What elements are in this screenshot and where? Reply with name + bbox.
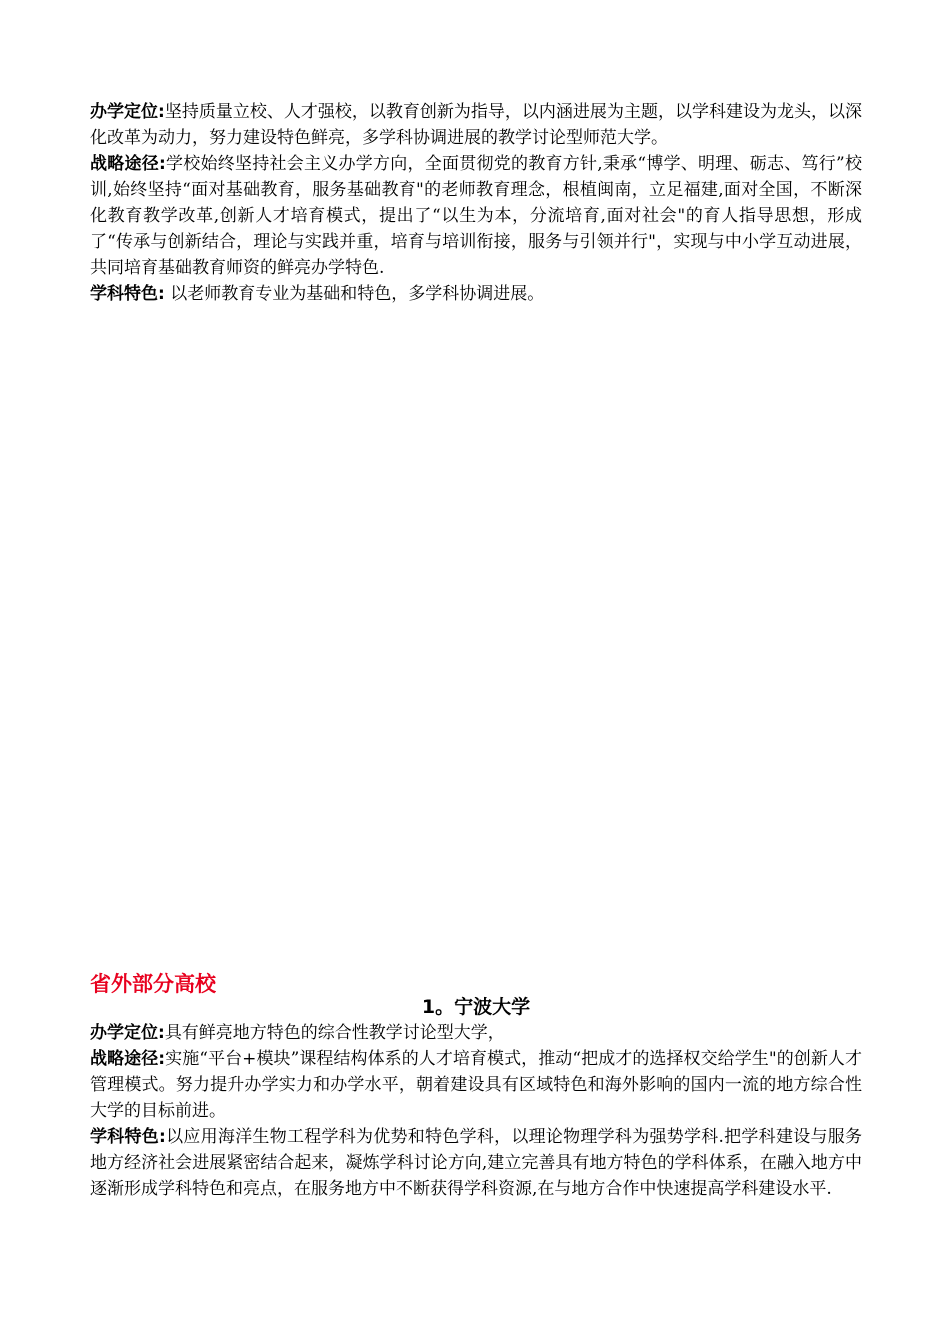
strategy-text: 学校始终坚持社会主义办学方向，全面贯彻党的教育方针,秉承“博学、明理、砺志、笃行”校训,始终坚持“面对基础教育，服务基础教育"的老师教育理念，根植闽南，立足福建,面对全国，不断深化教育教学改革,创新人才培育模式，提出了“以生为本，分流培育,面对社会"的育人指导思想，形成了“传承与创新结合，理论与实践并重，培育与培训衔接，服务与引领并行"，实现与中小学互动进展，共同培育基础教育师资的鲜亮办学特色. bbox=[90, 154, 862, 278]
positioning-paragraph bbox=[90, 99, 862, 151]
section-heading: 省外部分高校 bbox=[90, 972, 216, 996]
positioning-paragraph bbox=[90, 1020, 862, 1046]
discipline-label: 学科特色: bbox=[90, 1127, 166, 1147]
strategy-paragraph bbox=[90, 1046, 862, 1124]
school-profile-block bbox=[90, 99, 862, 307]
discipline-paragraph bbox=[90, 1124, 862, 1202]
strategy-paragraph bbox=[90, 151, 862, 281]
discipline-text: 以老师教育专业为基础和特色，多学科协调进展。 bbox=[164, 284, 545, 304]
strategy-text: 实施“平台+模块”课程结构体系的人才培育模式，推动“把成才的选择权交给学生"的创新人才管理模式。努力提升办学实力和办学水平，朝着建设具有区域特色和海外影响的国内一流的地方综合性大学的目标前进。 bbox=[90, 1049, 862, 1121]
discipline-paragraph bbox=[90, 281, 862, 307]
strategy-label: 战略途径: bbox=[90, 154, 166, 174]
positioning-label: 办学定位: bbox=[90, 1023, 165, 1043]
school-title: 1。宁波大学 bbox=[421, 996, 531, 1018]
positioning-text: 具有鲜亮地方特色的综合性教学讨论型大学， bbox=[164, 1023, 505, 1043]
discipline-label: 学科特色: bbox=[90, 284, 165, 304]
strategy-label: 战略途径: bbox=[90, 1049, 166, 1069]
discipline-text: 以应用海洋生物工程学科为优势和特色学科，以理论物理学科为强势学科.把学科建设与服务地方经济社会进展紧密结合起来，凝炼学科讨论方向,建立完善具有地方特色的学科体系，在融入地方中逐渐形成学科特色和亮点，在服务地方中不断获得学科资源,在与地方合作中快速提高学科建设水平. bbox=[90, 1127, 862, 1199]
positioning-text: 坚持质量立校、人才强校，以教育创新为指导，以内涵进展为主题，以学科建设为龙头，以深化改革为动力，努力建设特色鲜亮，多学科协调进展的教学讨论型师范大学。 bbox=[90, 102, 862, 148]
ningbo-university-block bbox=[90, 1020, 862, 1202]
positioning-label: 办学定位: bbox=[90, 102, 165, 122]
